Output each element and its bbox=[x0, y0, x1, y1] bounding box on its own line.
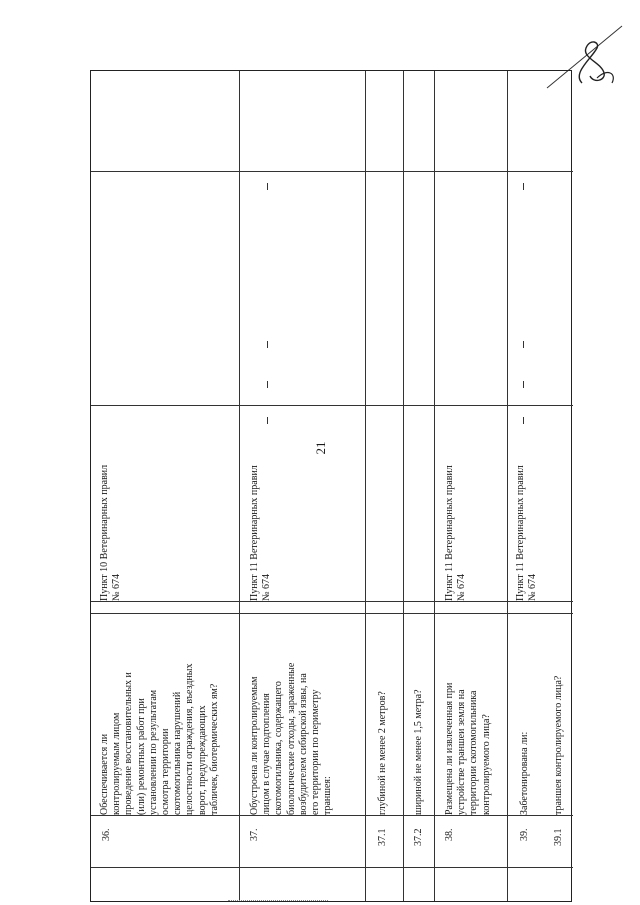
table-row bbox=[239, 71, 365, 903]
table-row bbox=[403, 71, 434, 903]
row-question: Размещена ли извлеченная при устройстве траншеи земля на территории скотомогильника контролируемого лица? bbox=[444, 682, 492, 815]
dash-mark bbox=[523, 381, 524, 388]
footer-dotted-line bbox=[228, 900, 328, 902]
row-number: 38. bbox=[444, 828, 455, 841]
row-reference: Пункт 11 Ветеринарных правил № 674 bbox=[249, 465, 273, 601]
dash-mark bbox=[523, 417, 524, 424]
dash-mark bbox=[267, 341, 268, 348]
dash-mark bbox=[267, 183, 268, 190]
row-question: траншея контролируемого лица? bbox=[553, 675, 564, 815]
table-row bbox=[365, 71, 403, 903]
dash-mark bbox=[523, 183, 524, 190]
row-reference: Пункт 10 Ветеринарных правил № 674 bbox=[99, 464, 123, 601]
row-question: глубиной не менее 2 метров? bbox=[377, 691, 388, 815]
checklist-table bbox=[90, 70, 572, 902]
row-number: 36. bbox=[101, 828, 112, 841]
dash-mark bbox=[523, 341, 524, 348]
row-question: шириной не менее 1,5 метра? bbox=[413, 689, 424, 815]
row-question: Обеспечивается ли контролируемым лицом проведение восстановительных и (или) ремонтных работ при установлении по результатам осмотра территории скотомогильника нарушений целостности ограждения, въездных ворот, предупреждающих табличек, биотермических ям? bbox=[99, 663, 220, 815]
row-number: 37.2 bbox=[413, 828, 424, 846]
dash-mark bbox=[267, 381, 268, 388]
row-number: 39.1 bbox=[553, 828, 564, 846]
row-question: Забетонирована ли: bbox=[519, 731, 530, 815]
row-reference: Пункт 11 Ветеринарных правил № 674 bbox=[515, 465, 539, 601]
row-reference: Пункт 11 Ветеринарных правил № 674 bbox=[444, 465, 468, 601]
table-row bbox=[91, 71, 239, 903]
page-number: 21 bbox=[313, 441, 328, 455]
row-number: 39. bbox=[519, 828, 530, 841]
table-row bbox=[545, 71, 573, 903]
dash-mark bbox=[267, 417, 268, 424]
table-row bbox=[507, 71, 545, 903]
row-number: 37. bbox=[249, 828, 260, 841]
row-question: Обустроена ли контролируемым лицом в случае подтопления скотомогильника, содержащего биологические отходы, зараженные возбудителем сибирской язвы, на его территории по периметру траншея: bbox=[249, 662, 334, 815]
row-number: 37.1 bbox=[377, 828, 388, 846]
table-row bbox=[434, 71, 507, 903]
